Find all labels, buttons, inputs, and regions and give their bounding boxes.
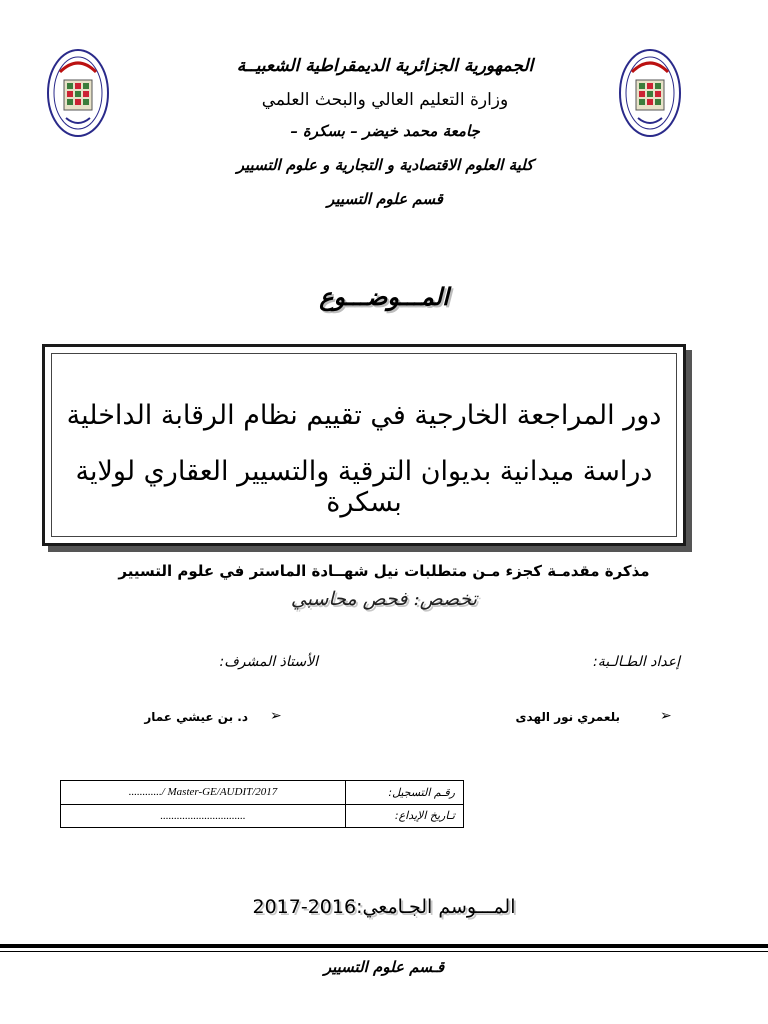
registration-table xyxy=(60,780,464,828)
title-frame-inner xyxy=(51,353,677,537)
university-logo-left xyxy=(46,48,110,138)
registration-number-label: رقـم التسجيل: xyxy=(346,781,464,805)
department-heading: قسم علوم التسيير xyxy=(327,190,443,208)
table-row xyxy=(61,781,464,805)
republic-heading: الجمهورية الجزائرية الديمقراطية الشعبيــة xyxy=(236,56,534,76)
thesis-title-line2: دراسة ميدانية بديوان الترقية والتسيير العقاري لولاية بسكرة xyxy=(75,456,653,518)
faculty-heading: كلية العلوم الاقتصادية و التجارية و علوم التسيير xyxy=(236,156,534,174)
supervisor-name: د. بن عيشي عمار xyxy=(144,710,248,724)
deposit-date-value: ............................... xyxy=(61,804,346,828)
student-name: بلعمري نور الهدى xyxy=(515,710,620,724)
specialization: تخصص: فحص محاسبي xyxy=(290,588,478,610)
memo-description: مذكرة مقدمـة كجزء مـن متطلبات نيل شهــادة الماستر في علوم التسيير xyxy=(118,562,650,580)
university-logo-right xyxy=(618,48,682,138)
ministry-heading: وزارة التعليم العالي والبحث العلمي xyxy=(261,90,509,110)
table-row xyxy=(61,804,464,828)
arrow-bullet-icon: ➢ xyxy=(660,708,672,724)
supervisor-label: الأستاذ المشرف: xyxy=(219,654,318,670)
subject-heading: المـــوضـــوع xyxy=(319,282,449,311)
university-heading: جامعة محمد خيضر – بسكرة – xyxy=(290,122,480,140)
footer-divider-thin xyxy=(0,951,768,952)
academic-season: المـــوسم الجـامعي:2016-2017 xyxy=(252,896,516,918)
title-frame xyxy=(42,344,686,546)
registration-number-value: ............/ Master-GE/AUDIT/2017 xyxy=(61,781,346,805)
footer-divider xyxy=(0,944,768,948)
thesis-title-line1: دور المراجعة الخارجية في تقييم نظام الرقابة الداخلية xyxy=(66,400,662,431)
deposit-date-label: تـاريخ الإيداع: xyxy=(346,804,464,828)
footer-department: قـسم علوم التسيير xyxy=(323,958,445,976)
student-label: إعداد الطـالـبة: xyxy=(593,654,680,670)
arrow-bullet-icon: ➢ xyxy=(270,708,282,724)
